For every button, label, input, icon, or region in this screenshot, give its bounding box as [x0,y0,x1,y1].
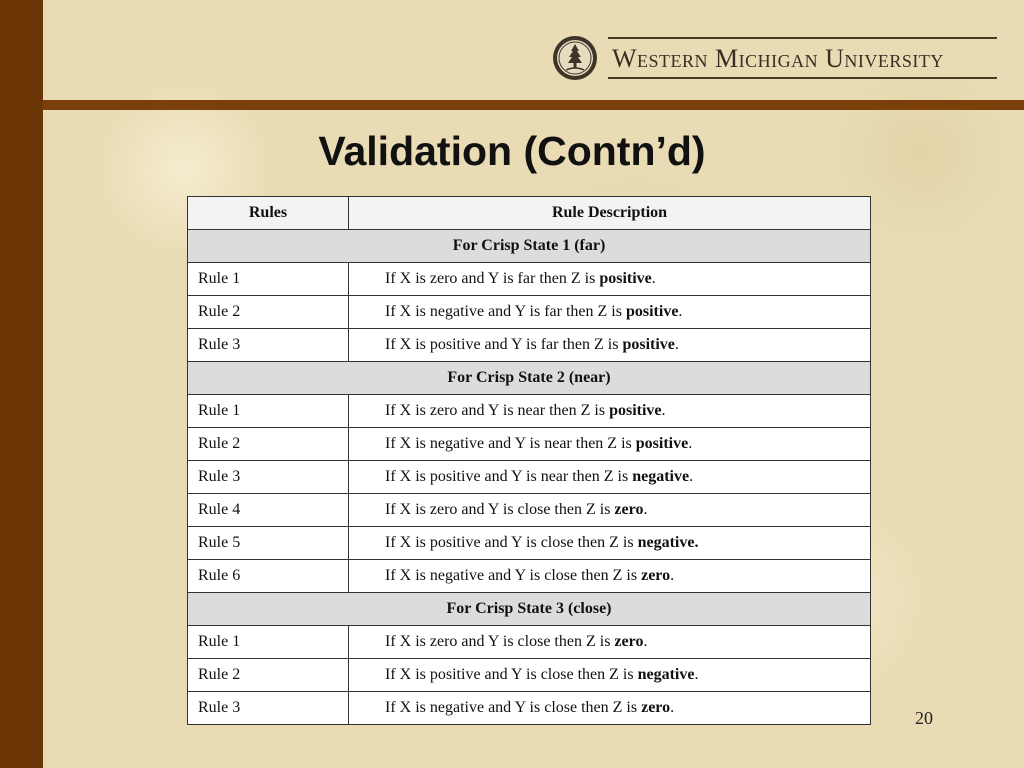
rule-id-cell: Rule 2 [188,659,349,692]
rule-description-cell [349,626,871,659]
table-row [188,296,871,329]
rule-suffix-text: . [689,468,694,485]
rule-description-cell [349,692,871,725]
rule-result-text: positive [635,435,689,452]
rule-condition-text: If X is zero and Y is far then Z is [385,270,600,287]
rule-id-cell: Rule 1 [188,263,349,296]
rule-result-text: negative. [637,534,699,551]
rule-id-cell: Rule 2 [188,428,349,461]
rule-condition-text: If X is positive and Y is near then Z is [385,468,633,485]
header-divider-band [43,100,1024,110]
rule-description-cell [349,395,871,428]
rule-id-cell: Rule 2 [188,296,349,329]
table-row [188,659,871,692]
section-row [188,230,871,263]
rule-condition-text: If X is negative and Y is far then Z is [385,303,626,320]
rule-id-cell: Rule 3 [188,692,349,725]
rule-id-cell: Rule 3 [188,461,349,494]
university-wordmark: Western Michigan University [608,37,997,79]
rule-condition-text: If X is negative and Y is near then Z is [385,435,636,452]
section-title: For Crisp State 2 (near) [188,362,871,395]
rule-description-cell [349,461,871,494]
header-rule-description: Rule Description [349,197,871,230]
rule-result-text: zero [614,633,644,650]
rule-condition-text: If X is zero and Y is close then Z is [385,633,615,650]
rule-condition-text: If X is positive and Y is far then Z is [385,336,623,353]
rule-suffix-text: . [670,567,675,584]
rule-condition-text: If X is positive and Y is close then Z is [385,666,638,683]
table-row [188,560,871,593]
table-row [188,395,871,428]
rule-id-cell: Rule 5 [188,527,349,560]
rule-description-cell [349,329,871,362]
table-row [188,494,871,527]
university-header [552,30,997,86]
rule-id-cell: Rule 6 [188,560,349,593]
rule-result-text: negative [637,666,695,683]
rule-result-text: zero [641,699,671,716]
rule-suffix-text: . [678,303,683,320]
rule-description-cell [349,296,871,329]
rule-condition-text: If X is zero and Y is close then Z is [385,501,615,518]
rule-id-cell: Rule 1 [188,626,349,659]
table-row [188,626,871,659]
table-row [188,263,871,296]
rule-condition-text: If X is positive and Y is close then Z is [385,534,638,551]
rule-result-text: zero [614,501,644,518]
rule-description-cell [349,263,871,296]
rule-condition-text: If X is negative and Y is close then Z is [385,699,642,716]
table-row [188,527,871,560]
rule-condition-text: If X is negative and Y is close then Z is [385,567,642,584]
rules-table [187,196,871,725]
rule-description-cell [349,527,871,560]
left-accent-bar [0,0,43,768]
rule-description-cell [349,659,871,692]
rule-description-cell [349,494,871,527]
rule-id-cell: Rule 3 [188,329,349,362]
table-header-row [188,197,871,230]
table-row [188,692,871,725]
rule-id-cell: Rule 4 [188,494,349,527]
section-title: For Crisp State 1 (far) [188,230,871,263]
page-number: 20 [915,708,933,728]
table-row [188,428,871,461]
section-row [188,593,871,626]
rule-result-text: positive [622,336,675,353]
table-row [188,461,871,494]
rule-condition-text: If X is zero and Y is near then Z is [385,402,610,419]
header-rules: Rules [188,197,349,230]
rule-result-text: positive [625,303,679,320]
section-title: For Crisp State 3 (close) [188,593,871,626]
rule-suffix-text: . [670,699,675,716]
rule-suffix-text: . [674,336,679,353]
rule-suffix-text: . [643,501,648,518]
table-row [188,329,871,362]
rule-suffix-text: . [661,402,666,419]
rule-result-text: negative [632,468,690,485]
rule-suffix-text: . [643,633,648,650]
rule-result-text: zero [641,567,671,584]
rule-description-cell [349,560,871,593]
section-row [188,362,871,395]
rule-result-text: positive [609,402,662,419]
rule-suffix-text: . [694,666,699,683]
rule-description-cell [349,428,871,461]
university-seal-icon [552,35,598,81]
rule-id-cell: Rule 1 [188,395,349,428]
rule-result-text: positive [599,270,652,287]
rule-suffix-text: . [688,435,693,452]
rule-suffix-text: . [651,270,656,287]
slide-title: Validation (Contn’d) [318,128,706,174]
